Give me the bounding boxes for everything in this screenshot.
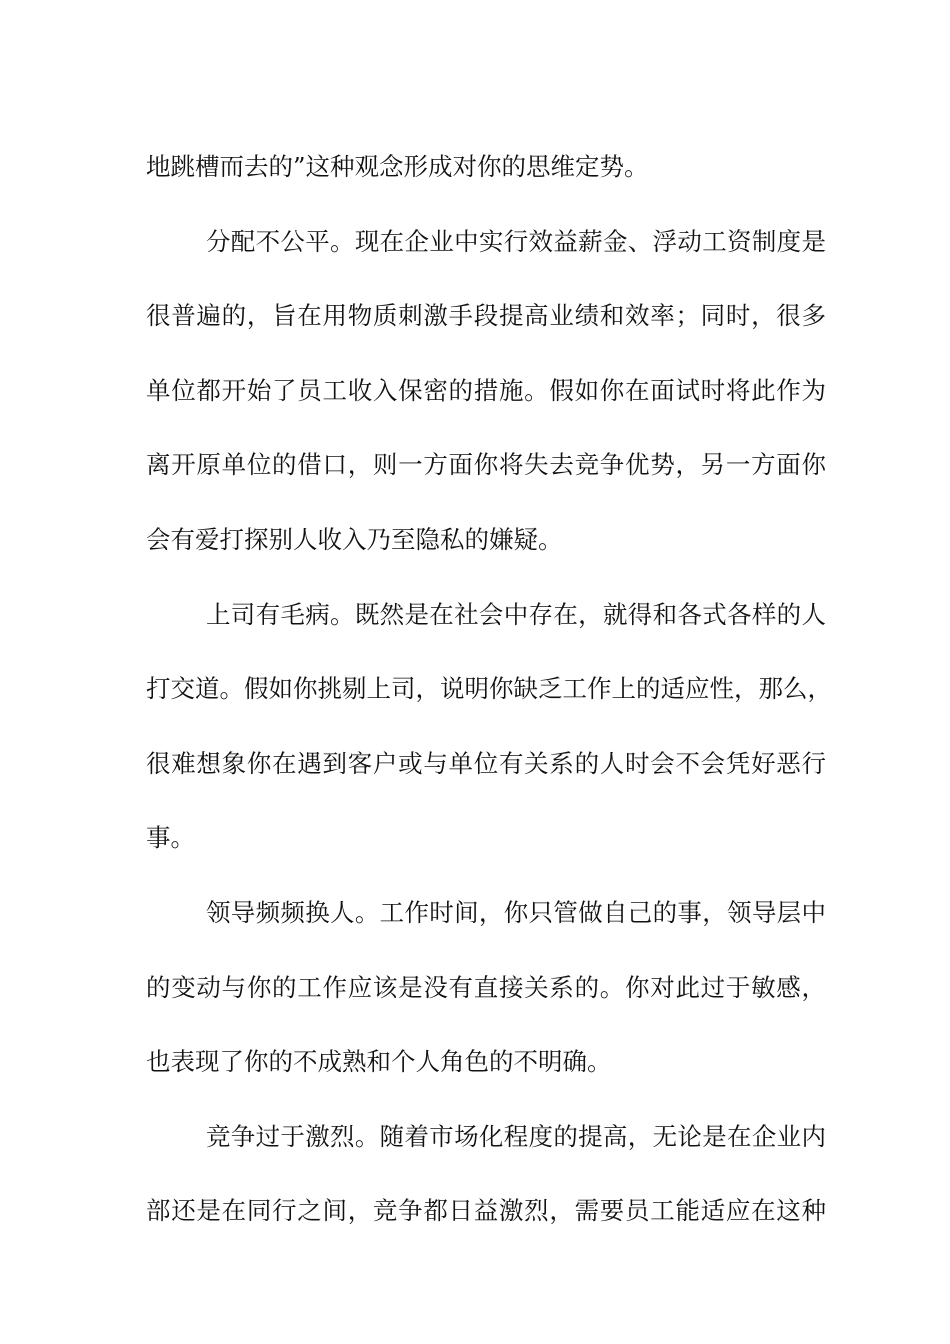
document-body: [146, 130, 832, 1249]
text-line: 会有爱打探别人收入乃至隐私的嫌疑。: [146, 524, 563, 554]
paragraph-start-line: 分配不公平。现在企业中实行效益薪金、浮动工资制度是: [206, 226, 826, 256]
text-line: 的变动与你的工作应该是没有直接关系的。你对此过于敏感，: [146, 972, 826, 1002]
text-line: 也表现了你的不成熟和个人角色的不明确。: [146, 1047, 612, 1077]
text-line: 地跳槽而去的”这种观念形成对你的思维定势。: [146, 152, 649, 181]
text-line: 离开原单位的借口，则一方面你将失去竞争优势，另一方面你: [146, 450, 826, 480]
text-line: 事。: [146, 823, 195, 853]
text-line: 打交道。假如你挑剔上司，说明你缺乏工作上的适应性，那么，: [146, 674, 832, 704]
paragraph-start-line: 上司有毛病。既然是在社会中存在，就得和各式各样的人: [206, 599, 826, 629]
text-line: 部还是在同行之间，竞争都日益激烈，需要员工能适应在这种: [146, 1196, 826, 1226]
text-line: 单位都开始了员工收入保密的措施。假如你在面试时将此作为: [146, 375, 826, 405]
paragraph-start-line: 领导频频换人。工作时间，你只管做自己的事，领导层中: [206, 897, 826, 927]
paragraph-start-line: 竞争过于激烈。随着市场化程度的提高，无论是在企业内: [206, 1121, 826, 1151]
text-line: 很难想象你在遇到客户或与单位有关系的人时会不会凭好恶行: [146, 748, 826, 778]
text-line: 很普遍的，旨在用物质刺激手段提高业绩和效率；同时，很多: [146, 301, 826, 331]
